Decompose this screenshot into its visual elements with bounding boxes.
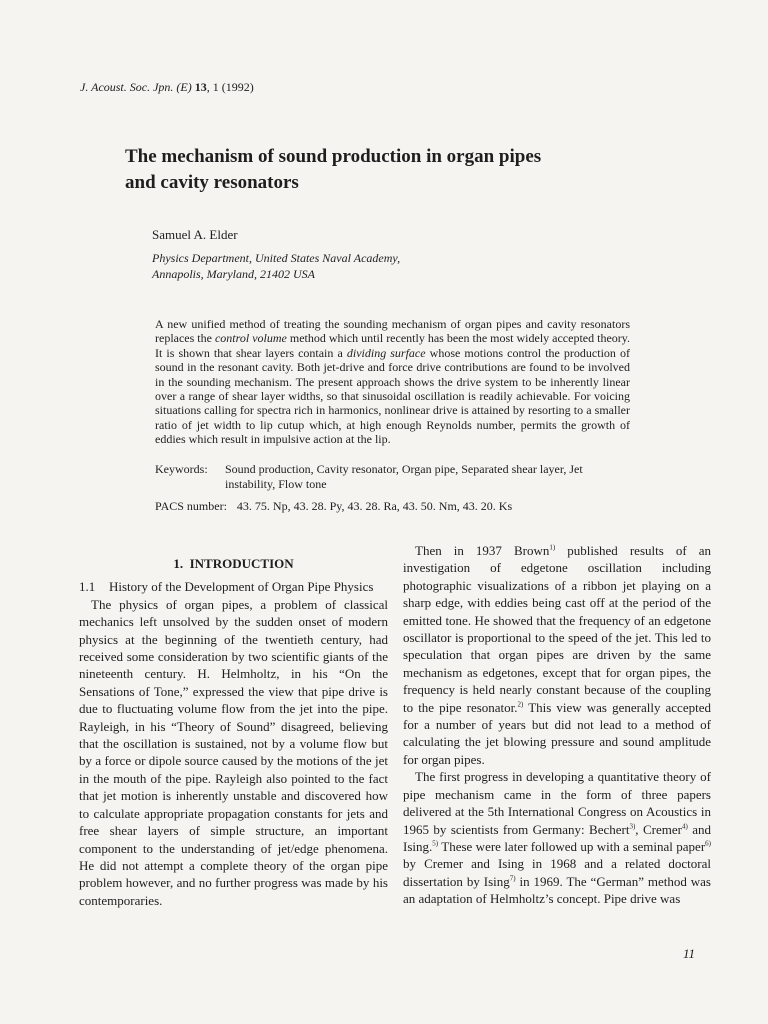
pacs-text: 43. 75. Np, 43. 28. Py, 43. 28. Ra, 43. 50. Nm, 43. 20. Ks — [236, 499, 513, 513]
author-name: Samuel A. Elder — [152, 227, 238, 242]
abstract — [155, 317, 630, 447]
abstract-emphasis: control volume — [214, 331, 287, 346]
journal-volume: 13 — [194, 80, 207, 94]
affiliation-line-1: Physics Department, United States Naval Academy, — [152, 251, 401, 265]
title-line-1: The mechanism of sound production in organ pipes — [125, 146, 542, 167]
subsection-number: 1.1 — [79, 579, 96, 595]
citation-ref: 2) — [517, 700, 524, 709]
text-run: published results of an investigation of edgetone oscillation including photographic visualizations of a ribbon jet playing on a sharp edge, with eddies being cast off at the period of the emitted tone. He showed that the frequency of an edgetone oscillator is proportional to the speed of the jet. This led to speculation that organ pipes are driven by the same mechanism as edgetones, except that for organ pipes, the frequency is held nearly constant because of the coupling to the pipe resonator. — [403, 543, 711, 715]
citation-ref: 6) — [705, 839, 711, 848]
text-run: and Ising. — [403, 821, 711, 854]
abstract-emphasis: dividing surface — [346, 345, 426, 360]
body-paragraph: The physics of organ pipes, a problem of classical mechanics left unsolved by the sudden onset of modern physics at the beginning of the twentieth century, had received some consideration by two scientific giants of the nineteenth century. H. Helmholtz, in his “On the Sensations of Tone,” expressed the view that pipe drive is due to fluctuating volume flow from the jet into the pipe. Rayleigh, in his “Theory of Sound” disagreed, believing that the oscillation is sustained, not by a volume flow but by a force or dipole source caused by the motions of the jet in the mouth of the pipe. Rayleigh also pointed to the fact that jet motion is inherently unstable and discovered how to calculate appropriate propagation constants for jets and free shear layers of simple structure, an important component to the understanding of jet/edge phenomena. He did not attempt a complete theory of the organ pipe problem however, and no further progress was made by his contemporaries. — [79, 596, 388, 908]
text-run: by Cremer and Ising in 1968 and a related doctoral dissertation by Ising — [403, 856, 711, 889]
pacs-numbers — [155, 499, 512, 514]
abstract-text: A new unified method of treating the sounding mechanism of organ pipes and cavity resonators replaces the — [155, 317, 630, 346]
citation-ref: 5) — [432, 839, 439, 848]
text-run: This view was generally accepted for a number of years but did not lead to a method of calculating the jet blowing pressure and sound amplitude for organ pipes. — [403, 699, 711, 767]
text-run: , Cremer — [635, 821, 682, 837]
section-heading — [79, 555, 388, 572]
abstract-text: whose motions control the production of sound in the resonant cavity. Both jet-drive and force drive contributions are found to be involved in the sounding mechanism. The present approach shows the drive system to be inherently linear over a range of shear layer widths, so that sinusoidal oscillation is readily achievable. For voicing situations calling for spectra rich in harmonics, nonlinear drive is attained by resorting to a smaller ratio of jet width to lip cutup which, at high enough Reynolds number, permits the growth of eddies which result in impulsive action at the lip. — [155, 345, 630, 447]
affiliation-line-2: Annapolis, Maryland, 21402 USA — [152, 267, 315, 281]
citation-ref: 1) — [549, 543, 556, 552]
citation-ref: 3) — [629, 822, 636, 831]
title-line-2: and cavity resonators — [125, 172, 299, 193]
citation-ref: 7) — [509, 874, 516, 883]
body-paragraph — [403, 768, 711, 907]
pacs-label: PACS number: — [155, 499, 227, 513]
author-affiliation — [152, 250, 400, 282]
section-title: INTRODUCTION — [189, 556, 294, 571]
journal-citation — [80, 80, 254, 95]
subsection-title: History of the Development of Organ Pipe Physics — [109, 579, 374, 595]
text-run: These were later followed up with a seminal paper — [438, 838, 706, 854]
text-run: The first progress in developing a quantitative theory of pipe mechanism came in the form of three papers delivered at the 5th International Congress on Acoustics in 1965 by scientists from Germany: Bechert — [403, 769, 711, 837]
subsection-heading — [79, 578, 388, 595]
keywords-text: Sound production, Cavity resonator, Organ pipe, Separated shear layer, Jet instability, Flow tone — [225, 462, 583, 491]
abstract-text: method which until recently has been the most widely accepted theory. It is shown that shear layers contain a — [155, 331, 630, 360]
keywords-label: Keywords: — [155, 462, 208, 476]
right-column — [403, 542, 711, 908]
left-column — [79, 555, 388, 909]
journal-name: J. Acoust. Soc. Jpn. — [80, 80, 174, 94]
journal-series: (E) — [176, 80, 192, 94]
journal-issue-year: , 1 (1992) — [206, 80, 254, 94]
keywords — [155, 462, 635, 492]
citation-ref: 4) — [681, 822, 688, 831]
page-number: 11 — [683, 946, 696, 961]
paper-title — [125, 144, 645, 196]
text-run: in 1969. The “German” method was an adaptation of Helmholtz’s concept. Pipe drive was — [403, 873, 711, 907]
section-number: 1. — [173, 556, 184, 571]
body-paragraph — [403, 542, 711, 768]
text-run: Then in 1937 Brown — [415, 543, 550, 558]
